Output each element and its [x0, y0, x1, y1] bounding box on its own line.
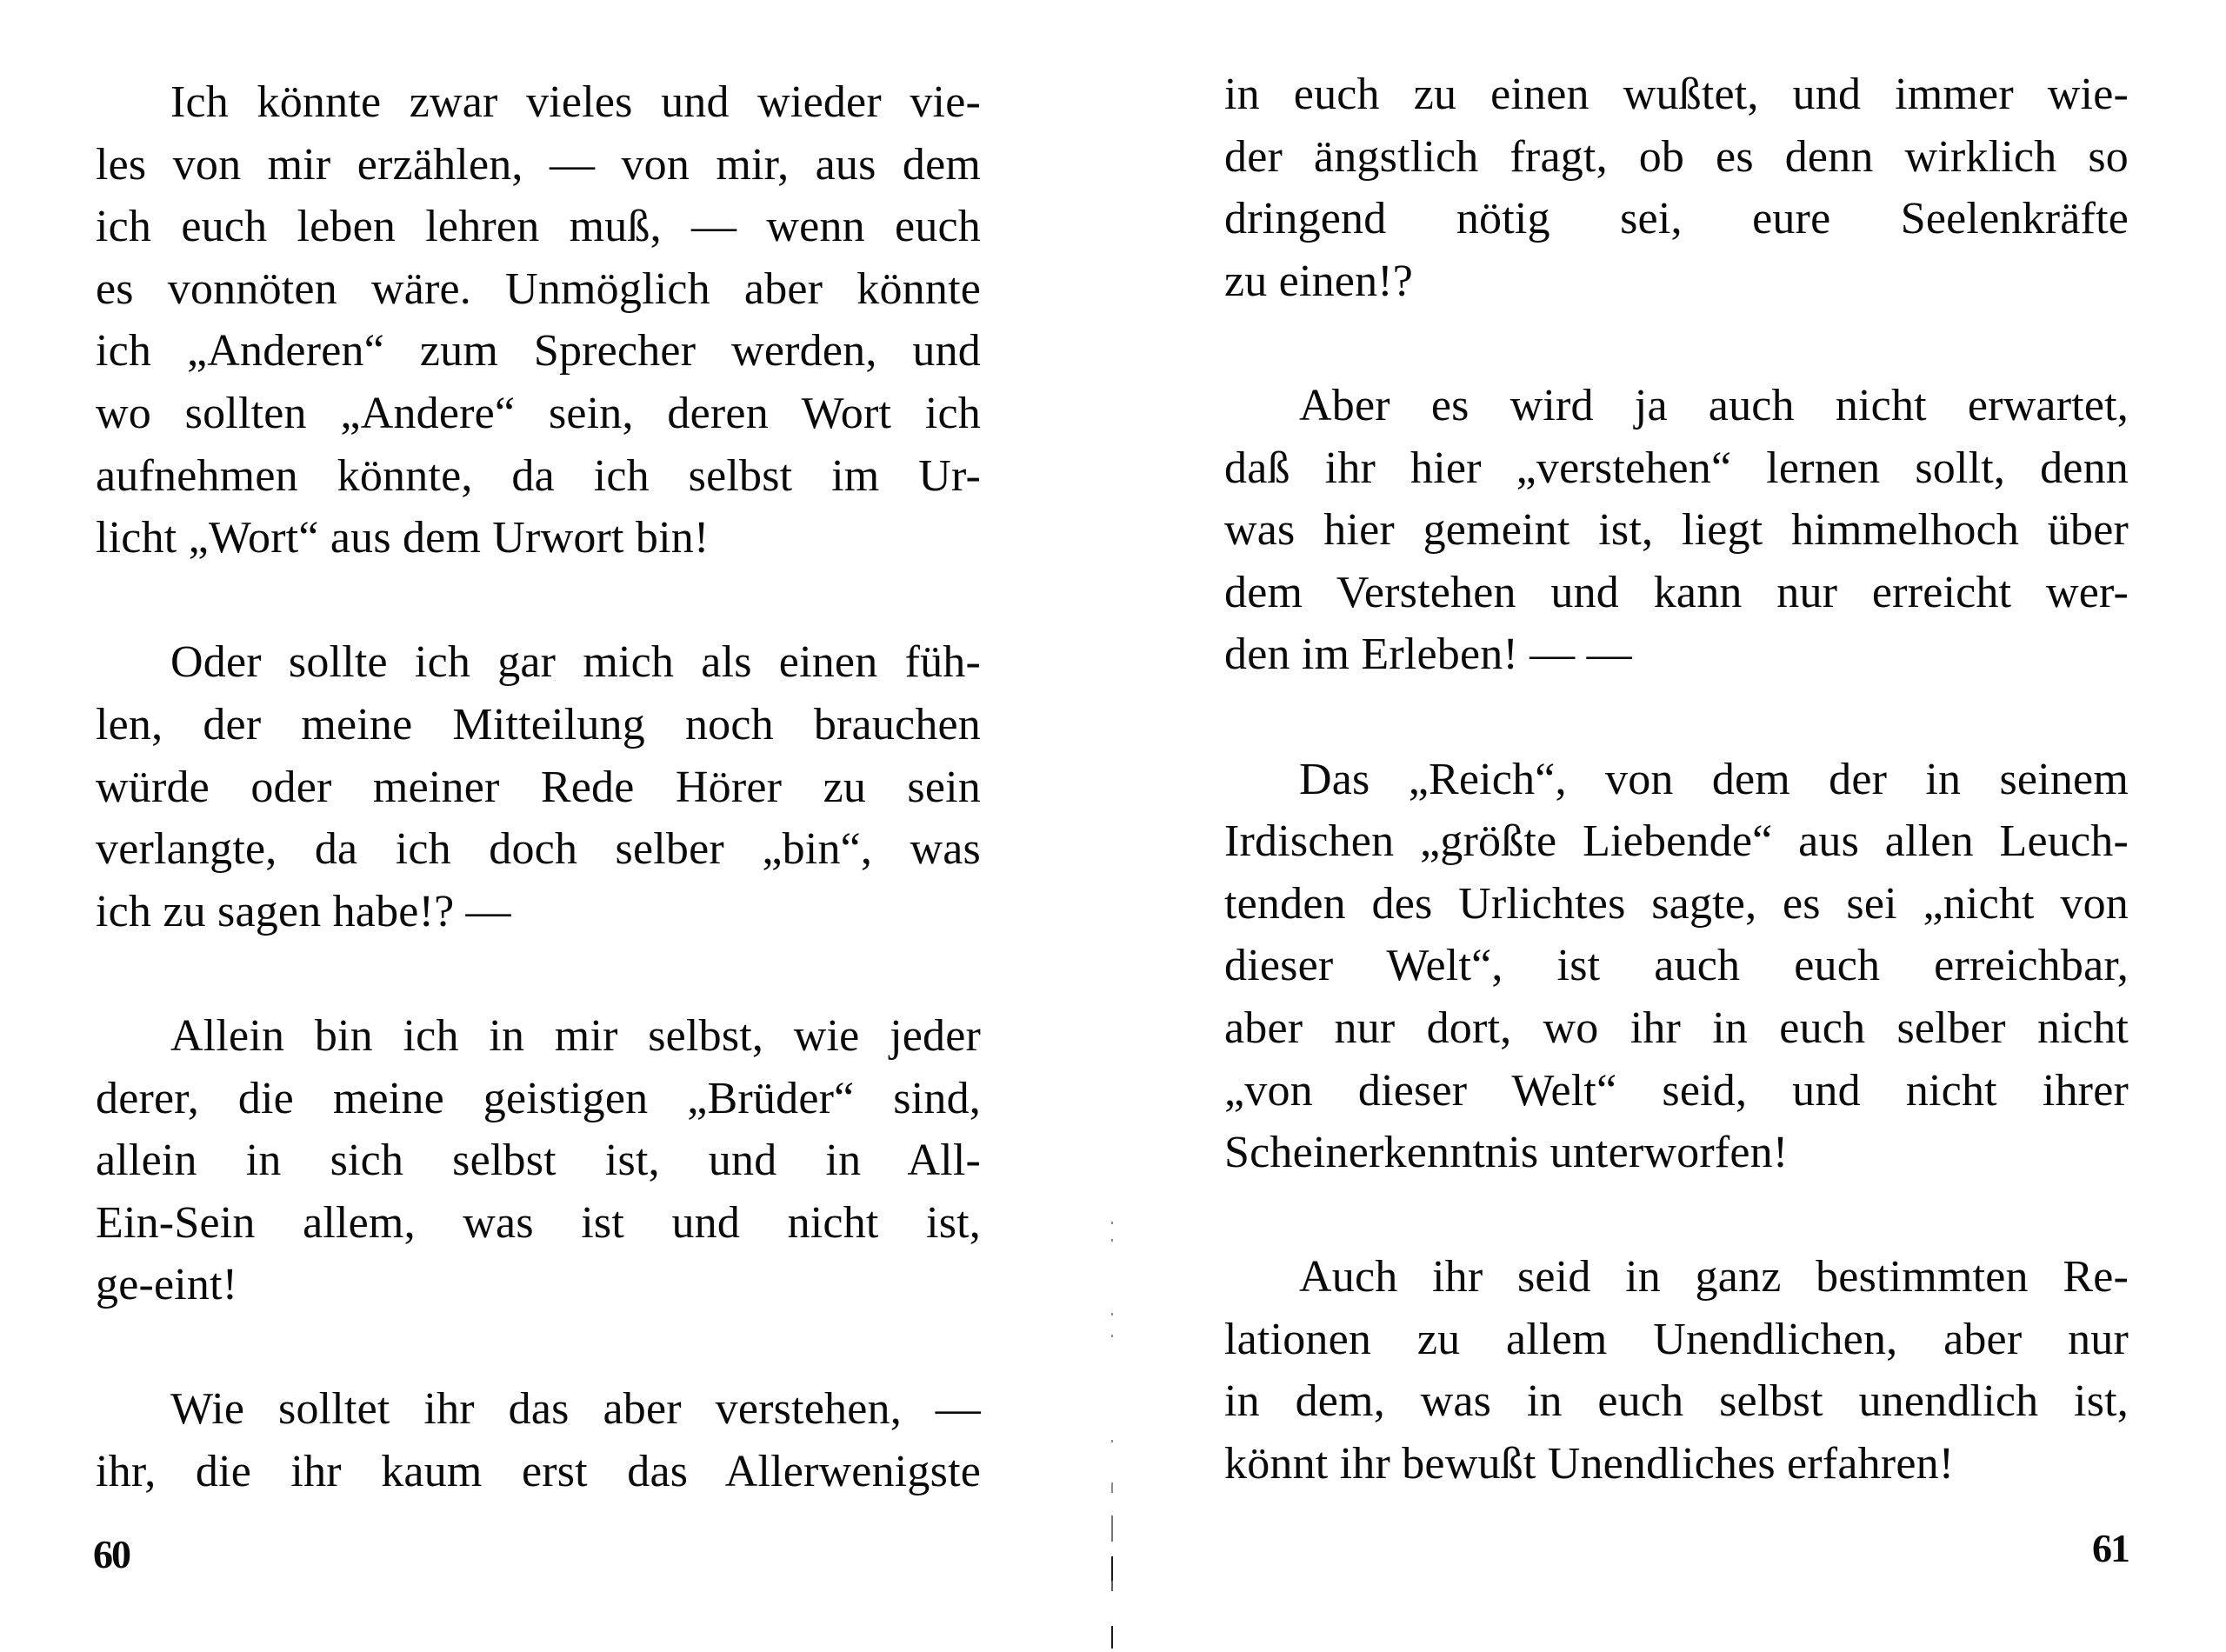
text-line: aufnehmen könnte, da ich selbst im Ur-: [96, 450, 981, 501]
paragraph: [96, 1005, 981, 1316]
text-line: es vonnöten wäre. Unmöglich aber könnte: [96, 263, 981, 314]
gutter-scan-mark: [1111, 1482, 1113, 1493]
text-line: in euch zu einen wußtet, und immer wie-: [1224, 70, 2129, 119]
text-line: Aber es wird ja auch nicht erwartet,: [1299, 380, 2129, 430]
text-line: licht „Wort“ aus dem Urwort bin!: [96, 513, 710, 563]
paragraph: [96, 631, 981, 943]
gutter-scan-mark: [1111, 1515, 1113, 1542]
paragraph-spacing: [96, 570, 981, 632]
text-line: Wie solltet ihr das aber verstehen, —: [170, 1384, 981, 1435]
text-line: verlangte, da ich doch selber „bin“, was: [96, 824, 981, 875]
paragraph: [1224, 1246, 2129, 1495]
gutter-scan-mark: [1111, 1626, 1113, 1649]
paragraph: [1224, 375, 2129, 686]
text-line: Oder sollte ich gar mich als einen füh-: [170, 637, 981, 688]
gutter-scan-mark: [1111, 1239, 1113, 1242]
paragraph-spacing: [96, 1316, 981, 1379]
text-line: der ängstlich fragt, ob es denn wirklich so: [1224, 131, 2129, 182]
text-line: „von dieser Welt“ seid, und nicht ihrer: [1224, 1065, 2129, 1116]
text-line: Das „Reich“, von dem der in seinem: [1299, 754, 2129, 804]
text-line: in dem, was in euch selbst unendlich ist,: [1224, 1376, 2129, 1427]
text-line: allein in sich selbst ist, und in All-: [96, 1136, 981, 1186]
text-line: ich zu sagen habe!? —: [96, 886, 511, 936]
paragraph-spacing: [96, 943, 981, 1005]
paragraph: [1224, 749, 2129, 1184]
text-line: ich „Anderen“ zum Sprecher werden, und: [96, 326, 981, 376]
gutter-scan-mark: [1111, 1313, 1113, 1316]
page-number-right: 61: [2092, 1526, 2129, 1570]
text-line: len, der meine Mitteilung noch brauchen: [96, 699, 981, 749]
text-line: dringend nötig sei, eure Seelenkräfte: [1224, 194, 2129, 244]
paragraph: [1224, 63, 2129, 312]
text-line: tenden des Urlichtes sagte, es sei „nicht von: [1224, 878, 2129, 929]
text-line: ge-eint!: [96, 1260, 238, 1310]
paragraph-spacing: [1224, 312, 2129, 375]
gutter-scan-mark: [1111, 1440, 1113, 1442]
right-page-text-column: [1224, 63, 2129, 1495]
text-line: was hier gemeint ist, liegt himmelhoch über: [1224, 505, 2129, 556]
text-line: den im Erleben! — —: [1224, 629, 1632, 680]
paragraph: [96, 1378, 981, 1502]
text-line: daß ihr hier „verstehen“ lernen sollt, denn: [1224, 443, 2129, 493]
gutter-scan-mark: [1111, 1565, 1113, 1591]
text-line: Auch ihr seid in ganz bestimmten Re-: [1299, 1252, 2129, 1302]
text-line: dem Verstehen und kann nur erreicht wer-: [1224, 567, 2129, 617]
text-line: les von mir erzählen, — von mir, aus dem: [96, 139, 981, 190]
text-line: Ein-Sein allem, was ist und nicht ist,: [96, 1197, 981, 1248]
text-line: ihr, die ihr kaum erst das Allerwenigste: [96, 1447, 981, 1497]
text-line: ich euch leben lehren muß, — wenn euch: [96, 202, 981, 252]
text-line: wo sollten „Andere“ sein, deren Wort ich: [96, 388, 981, 438]
right-page-61: [1113, 0, 2226, 1652]
page-number-left: 60: [93, 1532, 130, 1576]
text-line: Irdischen „größte Liebende“ aus allen Leuch-: [1224, 816, 2129, 867]
text-line: könnt ihr bewußt Unendliches erfahren!: [1224, 1439, 1955, 1489]
left-page-text-column: [96, 71, 981, 1503]
text-line: Ich könnte zwar vieles und wieder vie-: [170, 77, 981, 127]
text-line: zu einen!?: [1224, 256, 1414, 306]
text-line: Allein bin ich in mir selbst, wie jeder: [170, 1010, 981, 1061]
text-line: aber nur dort, wo ihr in euch selber nicht: [1224, 1003, 2129, 1053]
paragraph: [96, 71, 981, 570]
text-line: Scheinerkenntnis unterworfen!: [1224, 1128, 1789, 1178]
paragraph-spacing: [1224, 1184, 2129, 1247]
gutter-scan-mark: [1111, 1222, 1113, 1224]
text-line: derer, die meine geistigen „Brüder“ sind,: [96, 1073, 981, 1123]
gutter-scan-mark: [1111, 1335, 1113, 1337]
text-line: lationen zu allem Unendlichen, aber nur: [1224, 1314, 2129, 1364]
text-line: dieser Welt“, ist auch euch erreichbar,: [1224, 941, 2129, 991]
paragraph-spacing: [1224, 686, 2129, 749]
text-line: würde oder meiner Rede Hörer zu sein: [96, 762, 981, 812]
